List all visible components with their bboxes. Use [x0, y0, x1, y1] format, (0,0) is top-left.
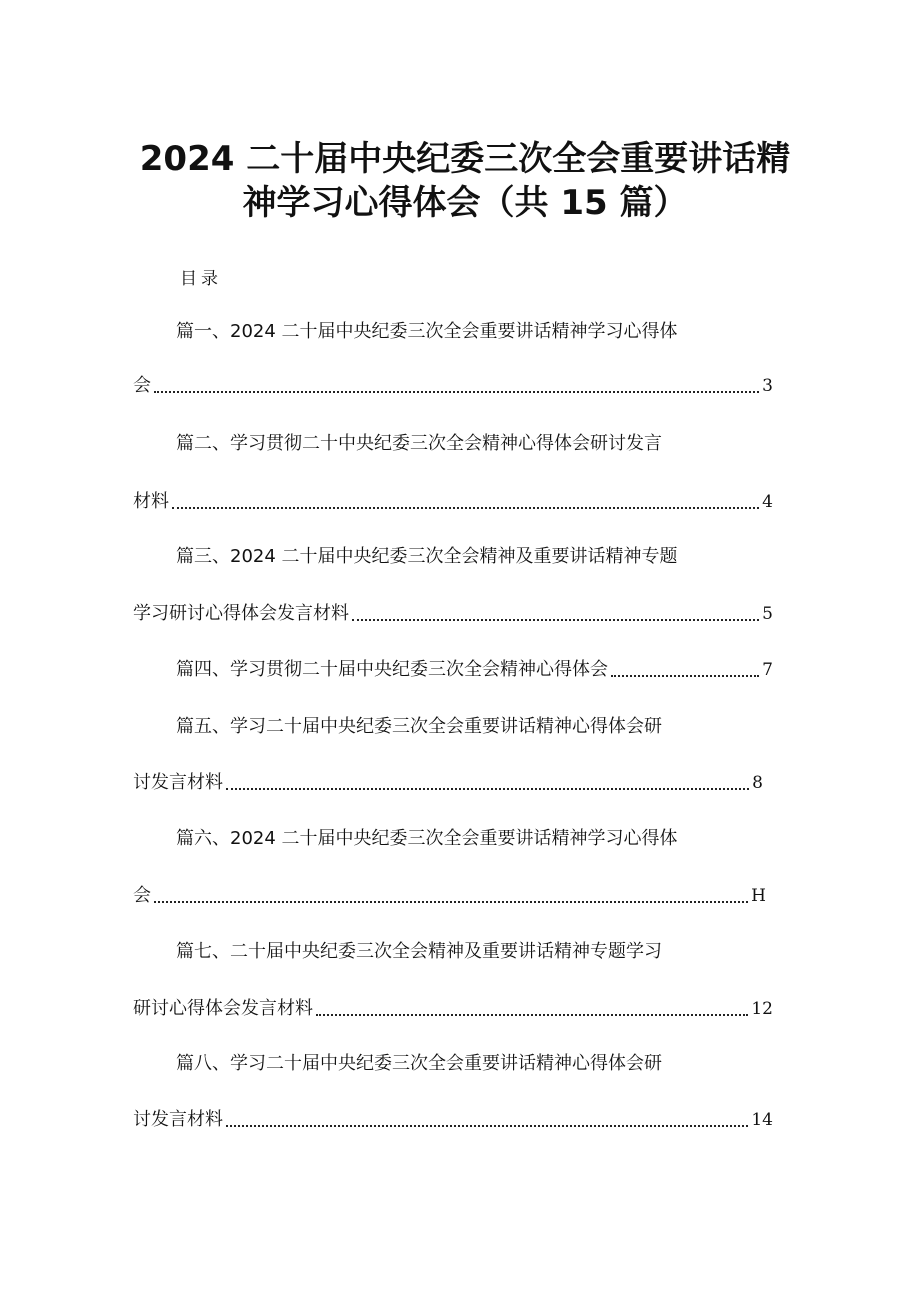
toc-entry-4-page: 7: [762, 660, 773, 680]
toc-entry-1-page: 3: [762, 376, 773, 396]
toc-entry-8-line-2[interactable]: [133, 1108, 773, 1132]
toc-entry-6-text: 会: [133, 885, 151, 906]
dot-leader: [352, 619, 759, 621]
toc-entry-5-page: 8: [752, 773, 763, 793]
toc-entry-5-text: 讨发言材料: [133, 772, 223, 793]
dot-leader: [154, 901, 748, 903]
toc-entry-1-text: 会: [133, 375, 151, 396]
dot-leader: [154, 391, 759, 393]
toc-entry-5-line-2[interactable]: [133, 771, 763, 795]
toc-entry-7-line-1[interactable]: 篇七、二十届中央纪委三次全会精神及重要讲话精神专题学习: [176, 941, 662, 962]
toc-entry-2-line-2[interactable]: [133, 490, 773, 514]
toc-entry-7-page: 12: [751, 999, 773, 1019]
toc-entry-4-text: 篇四、学习贯彻二十届中央纪委三次全会精神心得体会: [176, 659, 608, 680]
toc-entry-1-line-2[interactable]: [133, 374, 773, 398]
document-title-line-1: 2024 二十届中央纪委三次全会重要讲话精: [139, 139, 791, 179]
toc-entry-1-line-1[interactable]: 篇一、2024 二十届中央纪委三次全会重要讲话精神学习心得体: [176, 321, 678, 342]
dot-leader: [316, 1014, 748, 1016]
toc-entry-3-line-2[interactable]: [133, 602, 773, 626]
toc-entry-3-line-1[interactable]: 篇三、2024 二十届中央纪委三次全会精神及重要讲话精神专题: [176, 546, 678, 567]
toc-entry-6-line-1[interactable]: 篇六、2024 二十届中央纪委三次全会重要讲话精神学习心得体: [176, 828, 678, 849]
dot-leader: [226, 1125, 748, 1127]
dot-leader: [611, 675, 759, 677]
toc-entry-7-line-2[interactable]: [133, 997, 773, 1021]
toc-entry-6-page: H: [751, 886, 766, 906]
toc-entry-4-line-1[interactable]: [176, 658, 773, 682]
toc-entry-6-line-2[interactable]: [133, 884, 766, 908]
toc-entry-2-text: 材料: [133, 491, 169, 512]
toc-entry-2-line-1[interactable]: 篇二、学习贯彻二十中央纪委三次全会精神心得体会研讨发言: [176, 433, 662, 454]
toc-entry-7-text: 研讨心得体会发言材料: [133, 998, 313, 1019]
toc-entry-8-page: 14: [751, 1110, 773, 1130]
toc-entry-2-page: 4: [762, 492, 773, 512]
toc-entry-3-page: 5: [762, 604, 773, 624]
toc-entry-5-line-1[interactable]: 篇五、学习二十届中央纪委三次全会重要讲话精神心得体会研: [176, 716, 662, 737]
toc-heading: 目录: [180, 269, 222, 289]
toc-entry-8-text: 讨发言材料: [133, 1109, 223, 1130]
dot-leader: [226, 788, 749, 790]
toc-entry-8-line-1[interactable]: 篇八、学习二十届中央纪委三次全会重要讲话精神心得体会研: [176, 1053, 662, 1074]
toc-entry-3-text: 学习研讨心得体会发言材料: [133, 603, 349, 624]
dot-leader: [172, 507, 759, 509]
document-title-line-2: 神学习心得体会（共 15 篇）: [242, 183, 688, 223]
